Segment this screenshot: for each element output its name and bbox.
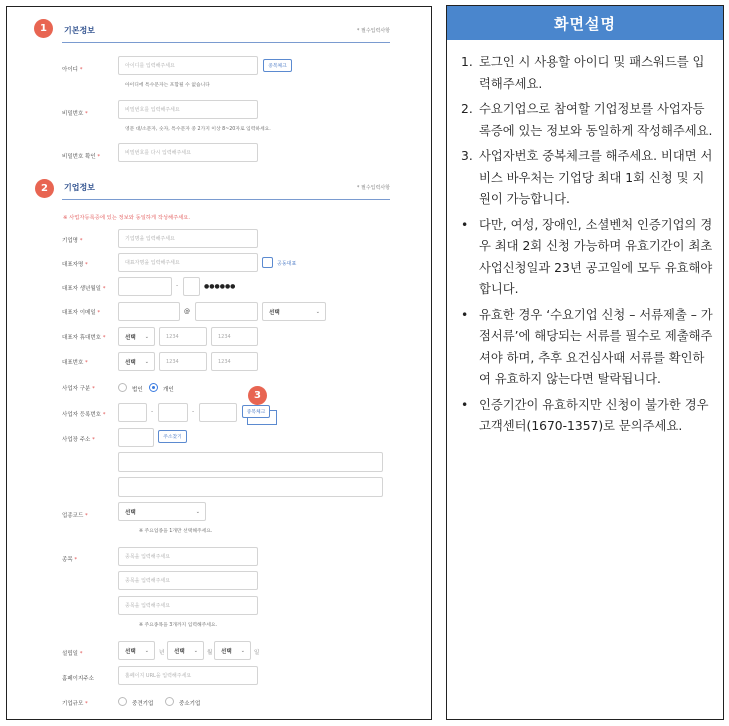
ceo-mobile-label: 대표자 휴대번호 * — [62, 335, 106, 341]
email-domain-input[interactable] — [195, 302, 258, 321]
founded-day-select[interactable]: 선택 ⌄ — [214, 641, 251, 660]
founded-label: 설립일 * — [62, 651, 83, 657]
email-domain-select[interactable]: 선택 ⌄ — [262, 302, 326, 321]
explanation-list — [447, 40, 723, 438]
basic-info-title: 기본정보 — [64, 26, 95, 35]
company-name-input[interactable]: 기업명을 입력해주세요 — [118, 229, 258, 248]
pw-confirm-input[interactable]: 비밀번호를 다시 입력해주세요 — [118, 143, 258, 162]
form-screenshot — [6, 6, 432, 720]
biz-number-1-input[interactable] — [118, 403, 147, 422]
ceo-birth-front-input[interactable] — [118, 277, 172, 296]
company-size-label: 기업규모 * — [62, 701, 88, 707]
biz-number-label: 사업자 등록번호 * — [62, 412, 106, 418]
item-hint: ※ 주요종목을 3개까지 입력해주세요. — [139, 623, 218, 628]
phone-mid-input[interactable]: 1234 — [159, 352, 207, 371]
list-item: 1. 로그인 시 사용할 아이디 및 패스워드를 입력해주세요. — [461, 55, 705, 91]
company-info-header — [62, 182, 390, 200]
dash: - — [176, 282, 179, 289]
required-note: * 필수입력사항 — [356, 28, 390, 34]
joint-ceo-label: 공동대표 — [277, 261, 297, 267]
list-item: 3. 사업자번호 중복체크를 해주세요. 비대면 서비스 바우처는 기업당 최대 1회 신청 및 지원이 가능합니다. — [461, 149, 713, 206]
ceo-birth-masked: ●●●●●● — [204, 283, 236, 290]
explanation-title: 화면설명 — [447, 6, 723, 40]
id-hint: 아이디에 특수문자는 포함될 수 없습니다 — [125, 83, 210, 88]
pw-confirm-label: 비밀번호 확인 * — [62, 154, 101, 160]
ceo-name-label: 대표자명 * — [62, 262, 88, 268]
biz-type-label: 사업자 구분 * — [62, 386, 95, 392]
joint-ceo-checkbox[interactable] — [262, 257, 273, 268]
biz-type-indiv-radio[interactable] — [149, 383, 158, 392]
biz-type-indiv-label: 개인 — [163, 387, 174, 393]
item-label: 종목 * — [62, 557, 78, 563]
dash: - — [192, 408, 195, 415]
ceo-name-input[interactable]: 대표자명을 입력해주세요 — [118, 253, 258, 272]
company-warning: ※ 사업자등록증에 있는 정보와 동일하게 작성해주세요. — [63, 215, 191, 221]
size-mid-radio[interactable] — [118, 697, 127, 706]
email-at: @ — [184, 308, 190, 315]
dash: - — [151, 408, 154, 415]
industry-code-label: 업종코드 * — [62, 513, 88, 519]
required-note: * 필수입력사항 — [356, 185, 390, 191]
address-1-input[interactable] — [118, 452, 383, 472]
founded-year-select[interactable]: 선택 ⌄ — [118, 641, 155, 660]
biz-number-3-input[interactable] — [199, 403, 237, 422]
size-mid-label: 중견기업 — [132, 701, 154, 707]
explanation-panel — [446, 5, 724, 720]
pw-label: 비밀번호 * — [62, 111, 88, 117]
biz-number-2-input[interactable] — [158, 403, 188, 422]
mobile-end-input[interactable]: 1234 — [211, 327, 258, 346]
list-item: • 유효한 경우 ‘수요기업 신청 – 서류제출 – 가점서류’에 해당되는 서류를 필수로 제출해주셔야 하며, 추후 요건심사때 서류를 확인하여 유효하지 않는다면 탈락됩니다. — [461, 307, 713, 386]
company-name-label: 기업명 * — [62, 238, 83, 244]
ceo-birth-back-input[interactable] — [183, 277, 200, 296]
list-item: • 인증기간이 유효하지만 신청이 불가한 경우 고객센터(1670-1357)로 문의주세요. — [461, 397, 709, 433]
phone-end-input[interactable]: 1234 — [211, 352, 258, 371]
day-unit: 일 — [254, 650, 260, 656]
biz-type-corp-label: 법인 — [132, 387, 143, 393]
year-unit: 년 — [159, 650, 165, 656]
homepage-label: 홈페이지주소 — [62, 676, 94, 682]
step-badge-1: 1 — [34, 19, 53, 38]
size-small-radio[interactable] — [165, 697, 174, 706]
biz-dup-check-button[interactable]: 중복체크 — [242, 405, 270, 418]
step-badge-2: 2 — [35, 179, 54, 198]
month-unit: 월 — [207, 650, 213, 656]
address-2-input[interactable] — [118, 477, 383, 497]
zipcode-input[interactable] — [118, 428, 154, 447]
list-item: • 다만, 여성, 장애인, 소셜벤처 인증기업의 경우 최대 2회 신청 가능하며 유효기간이 최초 사업신청일과 23년 공고일에 모두 유효해야 합니다. — [461, 217, 713, 296]
ceo-email-label: 대표자 이메일 * — [62, 310, 101, 316]
address-search-button[interactable]: 주소찾기 — [158, 430, 187, 443]
industry-hint: ※ 주요업종을 1개만 선택해주세요. — [139, 529, 213, 534]
pw-hint: 영문 대/소문자, 숫자, 특수문자 중 2가지 이상 8~20자로 입력하세요. — [125, 127, 271, 132]
mobile-mid-input[interactable]: 1234 — [159, 327, 207, 346]
address-label: 사업장 주소 * — [62, 437, 95, 443]
size-small-label: 중소기업 — [179, 701, 201, 707]
id-label: 아이디 * — [62, 67, 83, 73]
email-id-input[interactable] — [118, 302, 180, 321]
item-3-input[interactable]: 종목을 입력해주세요 — [118, 596, 258, 615]
item-2-input[interactable]: 종목을 입력해주세요 — [118, 571, 258, 590]
main-phone-label: 대표번호 * — [62, 360, 88, 366]
biz-type-corp-radio[interactable] — [118, 383, 127, 392]
id-dup-check-button[interactable]: 중복체크 — [263, 59, 292, 72]
pw-input[interactable]: 비밀번호를 입력해주세요 — [118, 100, 258, 119]
industry-code-select[interactable]: 선택 ⌄ — [118, 502, 206, 521]
basic-info-header — [62, 25, 390, 43]
founded-month-select[interactable]: 선택 ⌄ — [167, 641, 204, 660]
ceo-birth-label: 대표자 생년월일 * — [62, 286, 106, 292]
id-input[interactable]: 아이디를 입력해주세요 — [118, 56, 258, 75]
company-info-title: 기업정보 — [64, 183, 95, 192]
item-1-input[interactable]: 종목을 입력해주세요 — [118, 547, 258, 566]
homepage-input[interactable]: 홈페이지 URL을 입력해주세요 — [118, 666, 258, 685]
step-badge-3: 3 — [248, 386, 267, 405]
phone-prefix-select[interactable]: 선택 ⌄ — [118, 352, 155, 371]
list-item: 2. 수요기업으로 참여할 기업정보를 사업자등록증에 있는 정보와 동일하게 작성해주세요. — [461, 102, 713, 138]
mobile-prefix-select[interactable]: 선택 ⌄ — [118, 327, 155, 346]
